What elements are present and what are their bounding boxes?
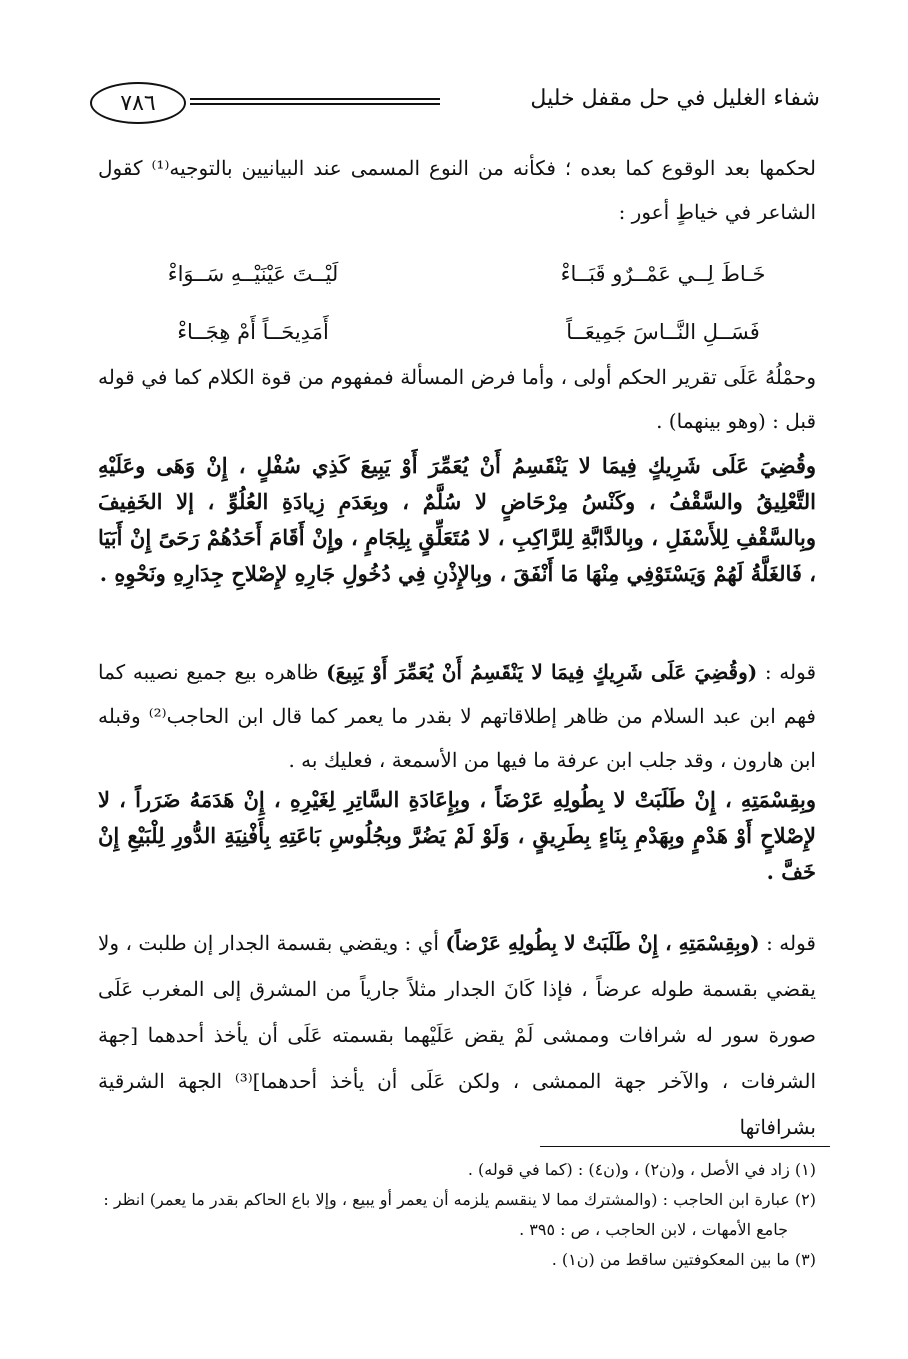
matn-text: وبِقِسْمَتِهِ ، إِنْ طَلَبَتْ لا بِطُولِهِ عَرْضَاً ، وبِإِعَادَةِ السَّاتِرِ لِغَيْرِهِ ، إِنْ هَدَمَهُ ضَرَراً ، لا لإِصْلاحٍ أَوْ هَدْمٍ وبِهَدْمِ بِنَاءٍ بِطَرِيقٍ ، وَلَوْ لَمْ يَضُرَّ وبِجُلُوسِ بَاعَتِهِ بِأَفْنِيَةِ الدُّورِ لِلْبَيْعِ إِنْ خَفَّ . xyxy=(98,787,816,884)
commentary-label: قوله : xyxy=(766,931,816,955)
matn-block-1 xyxy=(98,448,816,592)
commentary-label: قوله : xyxy=(764,660,816,684)
intro-block xyxy=(98,146,816,234)
commentary-paragraph xyxy=(98,650,816,782)
after-verses-paragraph: وحمْلُهُ عَلَى تقرير الحكم أولى ، وأما فرض المسألة فمفهوم من قوة الكلام كما في قوله قبل : (وهو بينهما) . xyxy=(98,365,816,433)
book-title: شفاء الغليل في حل مقفل خليل xyxy=(530,86,820,111)
poem-verses xyxy=(88,245,828,361)
page-header xyxy=(90,82,820,122)
after-verses-block xyxy=(98,355,816,443)
commentary-text: أي : ويقضي بقسمة الجدار إن طلبت ، ولا يقضي بقسمة طوله عرضاً ، فإذا كَانَ الجدار مثلاً جارياً من المشرق إلى المغرب عَلَى صورة سور له شرافات وممشى لَمْ يقض عَلَيْهما بقسمته عَلَى أن يأخذ أحدهما [جهة الشرفات ، والآخر جهة الممشى ، ولكن عَلَى أن يأخذ أحدهما]⁽³⁾ الجهة الشرقية بشرافاتها xyxy=(98,931,816,1139)
footnote-3: (٣) ما بين المعكوفتين ساقط من (ن١) . xyxy=(551,1250,816,1269)
commentary-block-2 xyxy=(98,920,816,1150)
verse-row xyxy=(88,303,828,361)
footnote-1: (١) زاد في الأصل ، و(ن٢) ، و(ن٤) : (كما في قوله) . xyxy=(467,1160,816,1179)
matn-block-2 xyxy=(98,782,816,890)
intro-paragraph: لحكمها بعد الوقوع كما بعده ؛ فكأنه من النوع المسمى عند البيانيين بالتوجيه⁽¹⁾ كقول الشاعر في خياطٍ أعور : xyxy=(98,156,817,224)
footnote-separator xyxy=(540,1146,830,1147)
page-number: ٧٨٦ xyxy=(90,82,186,124)
footnote-2: (٢) عبارة ابن الحاجب : (والمشترك مما لا ينقسم يلزمه أن يعمر أو يبيع ، وإلا باع الحاكم بقدر ما يعمر) انظر : xyxy=(103,1190,816,1209)
verse-hemistich-first: خَـاطَ لِــي عَمْــرٌو قَبَــاءْ xyxy=(560,262,766,286)
commentary-quote: (وبِقِسْمَتِهِ ، إِنْ طَلَبَتْ لا بِطُولِهِ عَرْضاً) xyxy=(445,931,760,955)
header-rule xyxy=(190,98,440,105)
commentary-text: ظاهره بيع جميع نصيبه كما فهم ابن عبد السلام من ظاهر إطلاقاتهم لا بقدر ما يعمر كما قال ابن الحاجب⁽²⁾ وقبله ابن هارون ، وقد جلب ابن عرفة ما فيها من الأسمعة ، فعليك به . xyxy=(98,660,816,772)
commentary-paragraph xyxy=(98,920,816,1150)
commentary-quote: (وقُضِيَ عَلَى شَرِيكٍ فِيمَا لا يَنْقَسِمُ أَنْ يُعَمِّرَ أَوْ يَبِيعَ) xyxy=(326,660,758,684)
matn-text: وقُضِيَ عَلَى شَرِيكٍ فِيمَا لا يَنْقَسِمُ أَنْ يُعَمِّرَ أَوْ يَبِيعَ كَذِي سُفْلٍ ، إِنْ وَهَى وعَلَيْهِ التَّعْلِيقُ والسَّقْفُ ، وكَنْسُ مِرْحَاضٍ لا سُلَّمٌ ، وبِعَدَمِ زِيادَةِ العُلُوِّ ، إلا الخَفِيفَ وبِالسَّقْفِ لِلأَسْفَلِ ، وبِالدَّابَّةِ لِلرَّاكِبِ ، لا مُتَعَلِّقٍ بِلِجَامٍ ، وإِنْ أَقَامَ أَحَدُهُمْ رَحَىً إِنْ أَبَيَا ، فَالغَلَّةُ لَهُمْ وَيَسْتَوْفِي مِنْهَا مَا أَنْفَقَ ، وبِالإِذْنِ فِي دُخُولِ جَارِهِ لإِصْلاحِ جِدَارِهِ ونَحْوِهِ . xyxy=(98,453,816,586)
verse-row xyxy=(88,245,828,303)
footnotes xyxy=(96,1155,816,1275)
commentary-block-1 xyxy=(98,650,816,782)
footnote-2-continued: جامع الأمهات ، لابن الحاجب ، ص : ٣٩٥ . xyxy=(519,1220,788,1239)
verse-hemistich-second: أَمَدِيحَــاً أَمْ هِجَــاءْ xyxy=(177,320,329,344)
verse-hemistich-first: فَسَــلِ النَّــاسَ جَمِيعَــاً xyxy=(566,320,760,344)
verse-hemistich-second: لَيْــتَ عَيْنَيْــهِ سَــوَاءْ xyxy=(167,262,339,286)
